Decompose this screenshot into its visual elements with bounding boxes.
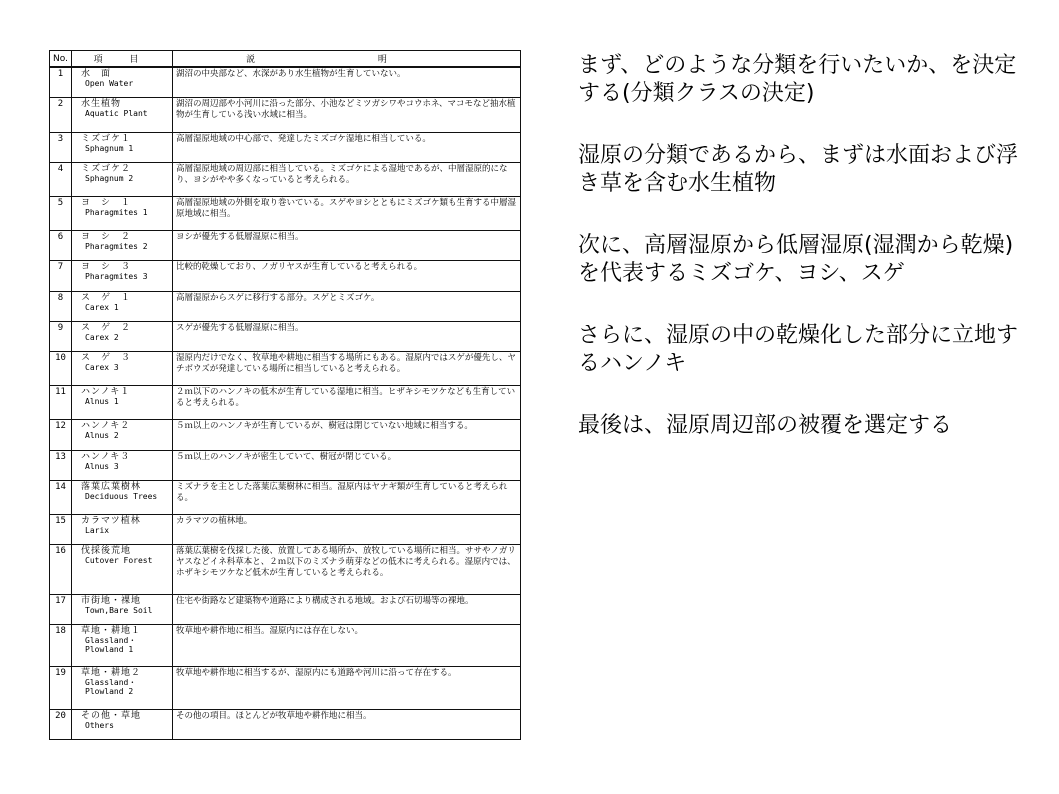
item-japanese-name: ヨ シ １ xyxy=(81,198,132,209)
note-3: 次に、高層湿原から低層湿原(湿潤から乾燥)を代表するミズゴケ、ヨシ、スゲ xyxy=(578,233,1014,286)
row-description: その他の項目。ほとんどが牧草地や耕作地に相当。 xyxy=(173,709,521,739)
item-japanese-name: 草地・耕地２ xyxy=(81,668,142,679)
item-japanese-name: ヨ シ ２ xyxy=(81,232,132,243)
item-english-name: Carex 1 xyxy=(85,302,119,312)
row-description: 湖沼の中央部など、水深があり水生植物が生育していない。 xyxy=(173,67,521,98)
table-row xyxy=(50,480,521,514)
row-number: 13 xyxy=(50,450,72,480)
row-number: 19 xyxy=(50,667,72,710)
item-english-name: Pharagmites 3 xyxy=(85,272,148,282)
table-row xyxy=(50,624,521,667)
item-english-name: Alnus 1 xyxy=(85,397,119,407)
item-japanese-name: ス ゲ ２ xyxy=(81,322,132,333)
item-japanese-name: 草地・耕地１ xyxy=(81,625,142,636)
row-item xyxy=(72,132,173,162)
row-description: ５ｍ以上のハンノキが生育しているが、樹冠は閉じていない地域に相当する。 xyxy=(173,420,521,450)
item-japanese-name: カラマツ植林 xyxy=(81,516,141,527)
row-item xyxy=(72,594,173,624)
row-number: 6 xyxy=(50,231,72,261)
row-item xyxy=(72,261,173,291)
row-item xyxy=(72,709,173,739)
table-row xyxy=(50,162,521,196)
item-english-name: Glassland・ Plowland 1 xyxy=(85,635,137,654)
row-item xyxy=(72,515,173,545)
row-number: 16 xyxy=(50,545,72,594)
row-number: 10 xyxy=(50,351,72,385)
item-english-name: Town,Bare Soil xyxy=(85,605,153,615)
row-number: 4 xyxy=(50,162,72,196)
item-japanese-name: 水 面 xyxy=(81,69,112,79)
row-description: スゲが優先する低層湿原に相当。 xyxy=(173,321,521,351)
row-number: 11 xyxy=(50,386,72,420)
table-row xyxy=(50,261,521,291)
table-row xyxy=(50,667,521,710)
item-english-name: Alnus 2 xyxy=(85,431,119,441)
row-number: 7 xyxy=(50,261,72,291)
item-english-name: Alnus 3 xyxy=(85,461,119,471)
item-japanese-name: 伐採後荒地 xyxy=(81,546,132,557)
row-description: ヨシが優先する低層湿原に相当。 xyxy=(173,231,521,261)
row-number: 12 xyxy=(50,420,72,450)
item-english-name: Deciduous Trees xyxy=(85,491,158,501)
table-row xyxy=(50,132,521,162)
table-row xyxy=(50,545,521,594)
item-english-name: Sphagnum 2 xyxy=(85,173,134,183)
row-item xyxy=(72,624,173,667)
table-body xyxy=(50,67,521,740)
item-english-name: Aquatic Plant xyxy=(85,109,148,119)
item-english-name: Pharagmites 1 xyxy=(85,208,148,218)
row-description: 高層湿原からスゲに移行する部分。スゲとミズゴケ。 xyxy=(173,291,521,321)
row-description: ミズナラを主とした落葉広葉樹林に相当。湿原内はヤナギ類が生育していると考えられる。 xyxy=(173,480,521,514)
row-item xyxy=(72,545,173,594)
row-item xyxy=(72,321,173,351)
item-japanese-name: 落葉広葉樹林 xyxy=(81,481,142,492)
row-description: ５ｍ以上のハンノキが密生していて、樹冠が閉じている。 xyxy=(173,450,521,480)
note-4: さらに、湿原の中の乾燥化した部分に立地するハンノキ xyxy=(578,323,1019,376)
item-japanese-name: ハンノキ２ xyxy=(81,421,131,432)
item-english-name: Glassland・ Plowland 2 xyxy=(85,678,137,697)
item-english-name: Carex 2 xyxy=(85,332,119,342)
row-item xyxy=(72,420,173,450)
table-row xyxy=(50,709,521,739)
row-item xyxy=(72,450,173,480)
row-item xyxy=(72,197,173,231)
row-number: 1 xyxy=(50,67,72,98)
row-description: 高層湿原地域の外側を取り巻いている。スゲやヨシとともにミズゴケ類も生育する中層湿原地域に相当。 xyxy=(173,197,521,231)
row-number: 9 xyxy=(50,321,72,351)
header-item: 項 目 xyxy=(72,51,173,68)
row-number: 15 xyxy=(50,515,72,545)
item-japanese-name: ハンノキ１ xyxy=(81,387,131,398)
row-description: ２ｍ以下のハンノキの低木が生育している湿地に相当。ヒザキシモツケなども生育していると考えられる。 xyxy=(173,386,521,420)
row-item xyxy=(72,480,173,514)
row-description: 湖沼の周辺部や小河川に沿った部分、小池などミツガシワやコウホネ、マコモなど抽水植物が生育している浅い水域に相当。 xyxy=(173,98,521,132)
row-item xyxy=(72,98,173,132)
item-japanese-name: その他・草地 xyxy=(81,710,142,721)
classification-table xyxy=(49,50,521,740)
item-english-name: Sphagnum 1 xyxy=(85,143,134,153)
header-description: 説 明 xyxy=(173,51,521,68)
table-row xyxy=(50,594,521,624)
row-number: 14 xyxy=(50,480,72,514)
note-1: まず、どのような分類を行いたいか、を決定する(分類クラスの決定) xyxy=(578,53,1017,106)
row-number: 20 xyxy=(50,709,72,739)
item-japanese-name: ミズゴケ２ xyxy=(81,163,132,174)
row-description: 高層湿原地域の中心部で、発達したミズゴケ湿地に相当している。 xyxy=(173,132,521,162)
row-number: 2 xyxy=(50,98,72,132)
row-item xyxy=(72,231,173,261)
row-number: 18 xyxy=(50,624,72,667)
item-english-name: Others xyxy=(85,720,114,730)
row-item xyxy=(72,667,173,710)
header-no: No. xyxy=(50,51,72,68)
table-row xyxy=(50,291,521,321)
row-number: 8 xyxy=(50,291,72,321)
row-description: 比較的乾燥しており、ノガリヤスが生育していると考えられる。 xyxy=(173,261,521,291)
item-english-name: Cutover Forest xyxy=(85,556,153,566)
item-japanese-name: ス ゲ １ xyxy=(81,292,132,303)
table-row xyxy=(50,351,521,385)
row-description: 牧草地や耕作地に相当するが、湿原内にも道路や河川に沿って存在する。 xyxy=(173,667,521,710)
row-number: 17 xyxy=(50,594,72,624)
item-japanese-name: ス ゲ ３ xyxy=(81,352,132,363)
note-2: 湿原の分類であるから、まずは水面および浮き草を含む水生植物 xyxy=(578,143,1019,196)
item-english-name: Carex 3 xyxy=(85,362,119,372)
table-header-row xyxy=(50,51,521,68)
row-description: 牧草地や耕作地に相当。湿原内には存在しない。 xyxy=(173,624,521,667)
table-row xyxy=(50,420,521,450)
item-japanese-name: 市街地・裸地 xyxy=(81,595,142,606)
row-description: カラマツの植林地。 xyxy=(173,515,521,545)
table-row xyxy=(50,450,521,480)
item-japanese-name: ヨ シ ３ xyxy=(81,262,132,273)
row-description: 住宅や街路など建築物や道路により構成される地域。および石切場等の裸地。 xyxy=(173,594,521,624)
item-english-name: Open Water xyxy=(85,79,134,88)
table-row xyxy=(50,231,521,261)
row-number: 3 xyxy=(50,132,72,162)
row-item xyxy=(72,386,173,420)
note-5: 最後は、湿原周辺部の被覆を選定する xyxy=(578,413,953,438)
table-row xyxy=(50,197,521,231)
row-item xyxy=(72,162,173,196)
item-english-name: Pharagmites 2 xyxy=(85,242,148,252)
table-row xyxy=(50,386,521,420)
row-description: 高層湿原地域の周辺部に相当している。ミズゴケによる湿地であるが、中層湿原的になり、ヨシがやや多くなっていると考えられる。 xyxy=(173,162,521,196)
item-japanese-name: 水生植物 xyxy=(81,99,122,110)
row-number: 5 xyxy=(50,197,72,231)
explanation-notes xyxy=(578,52,1018,474)
item-japanese-name: ミズゴケ１ xyxy=(81,133,132,144)
row-item xyxy=(72,291,173,321)
table-row xyxy=(50,98,521,132)
row-item xyxy=(72,351,173,385)
table-row xyxy=(50,321,521,351)
item-english-name: Larix xyxy=(85,526,110,536)
item-japanese-name: ハンノキ３ xyxy=(81,451,131,462)
row-description: 落葉広葉樹を伐採した後、放置してある場所か、放牧している場所に相当。ササやノガリヤスなどイネ科草本と、２ｍ以下のミズナラ萌芽などの低木に考えられる。湿原内では、ホザキシモツケなど低木が生育していると考えられる。 xyxy=(173,545,521,594)
table-row xyxy=(50,515,521,545)
classification-table-container xyxy=(49,50,521,740)
row-item xyxy=(72,67,173,98)
row-description: 湿原内だけでなく、牧草地や耕地に相当する場所にもある。湿原内ではスゲが優先し、ヤチボウズが発達している場所に相当していると考えられる。 xyxy=(173,351,521,385)
table-row xyxy=(50,67,521,98)
